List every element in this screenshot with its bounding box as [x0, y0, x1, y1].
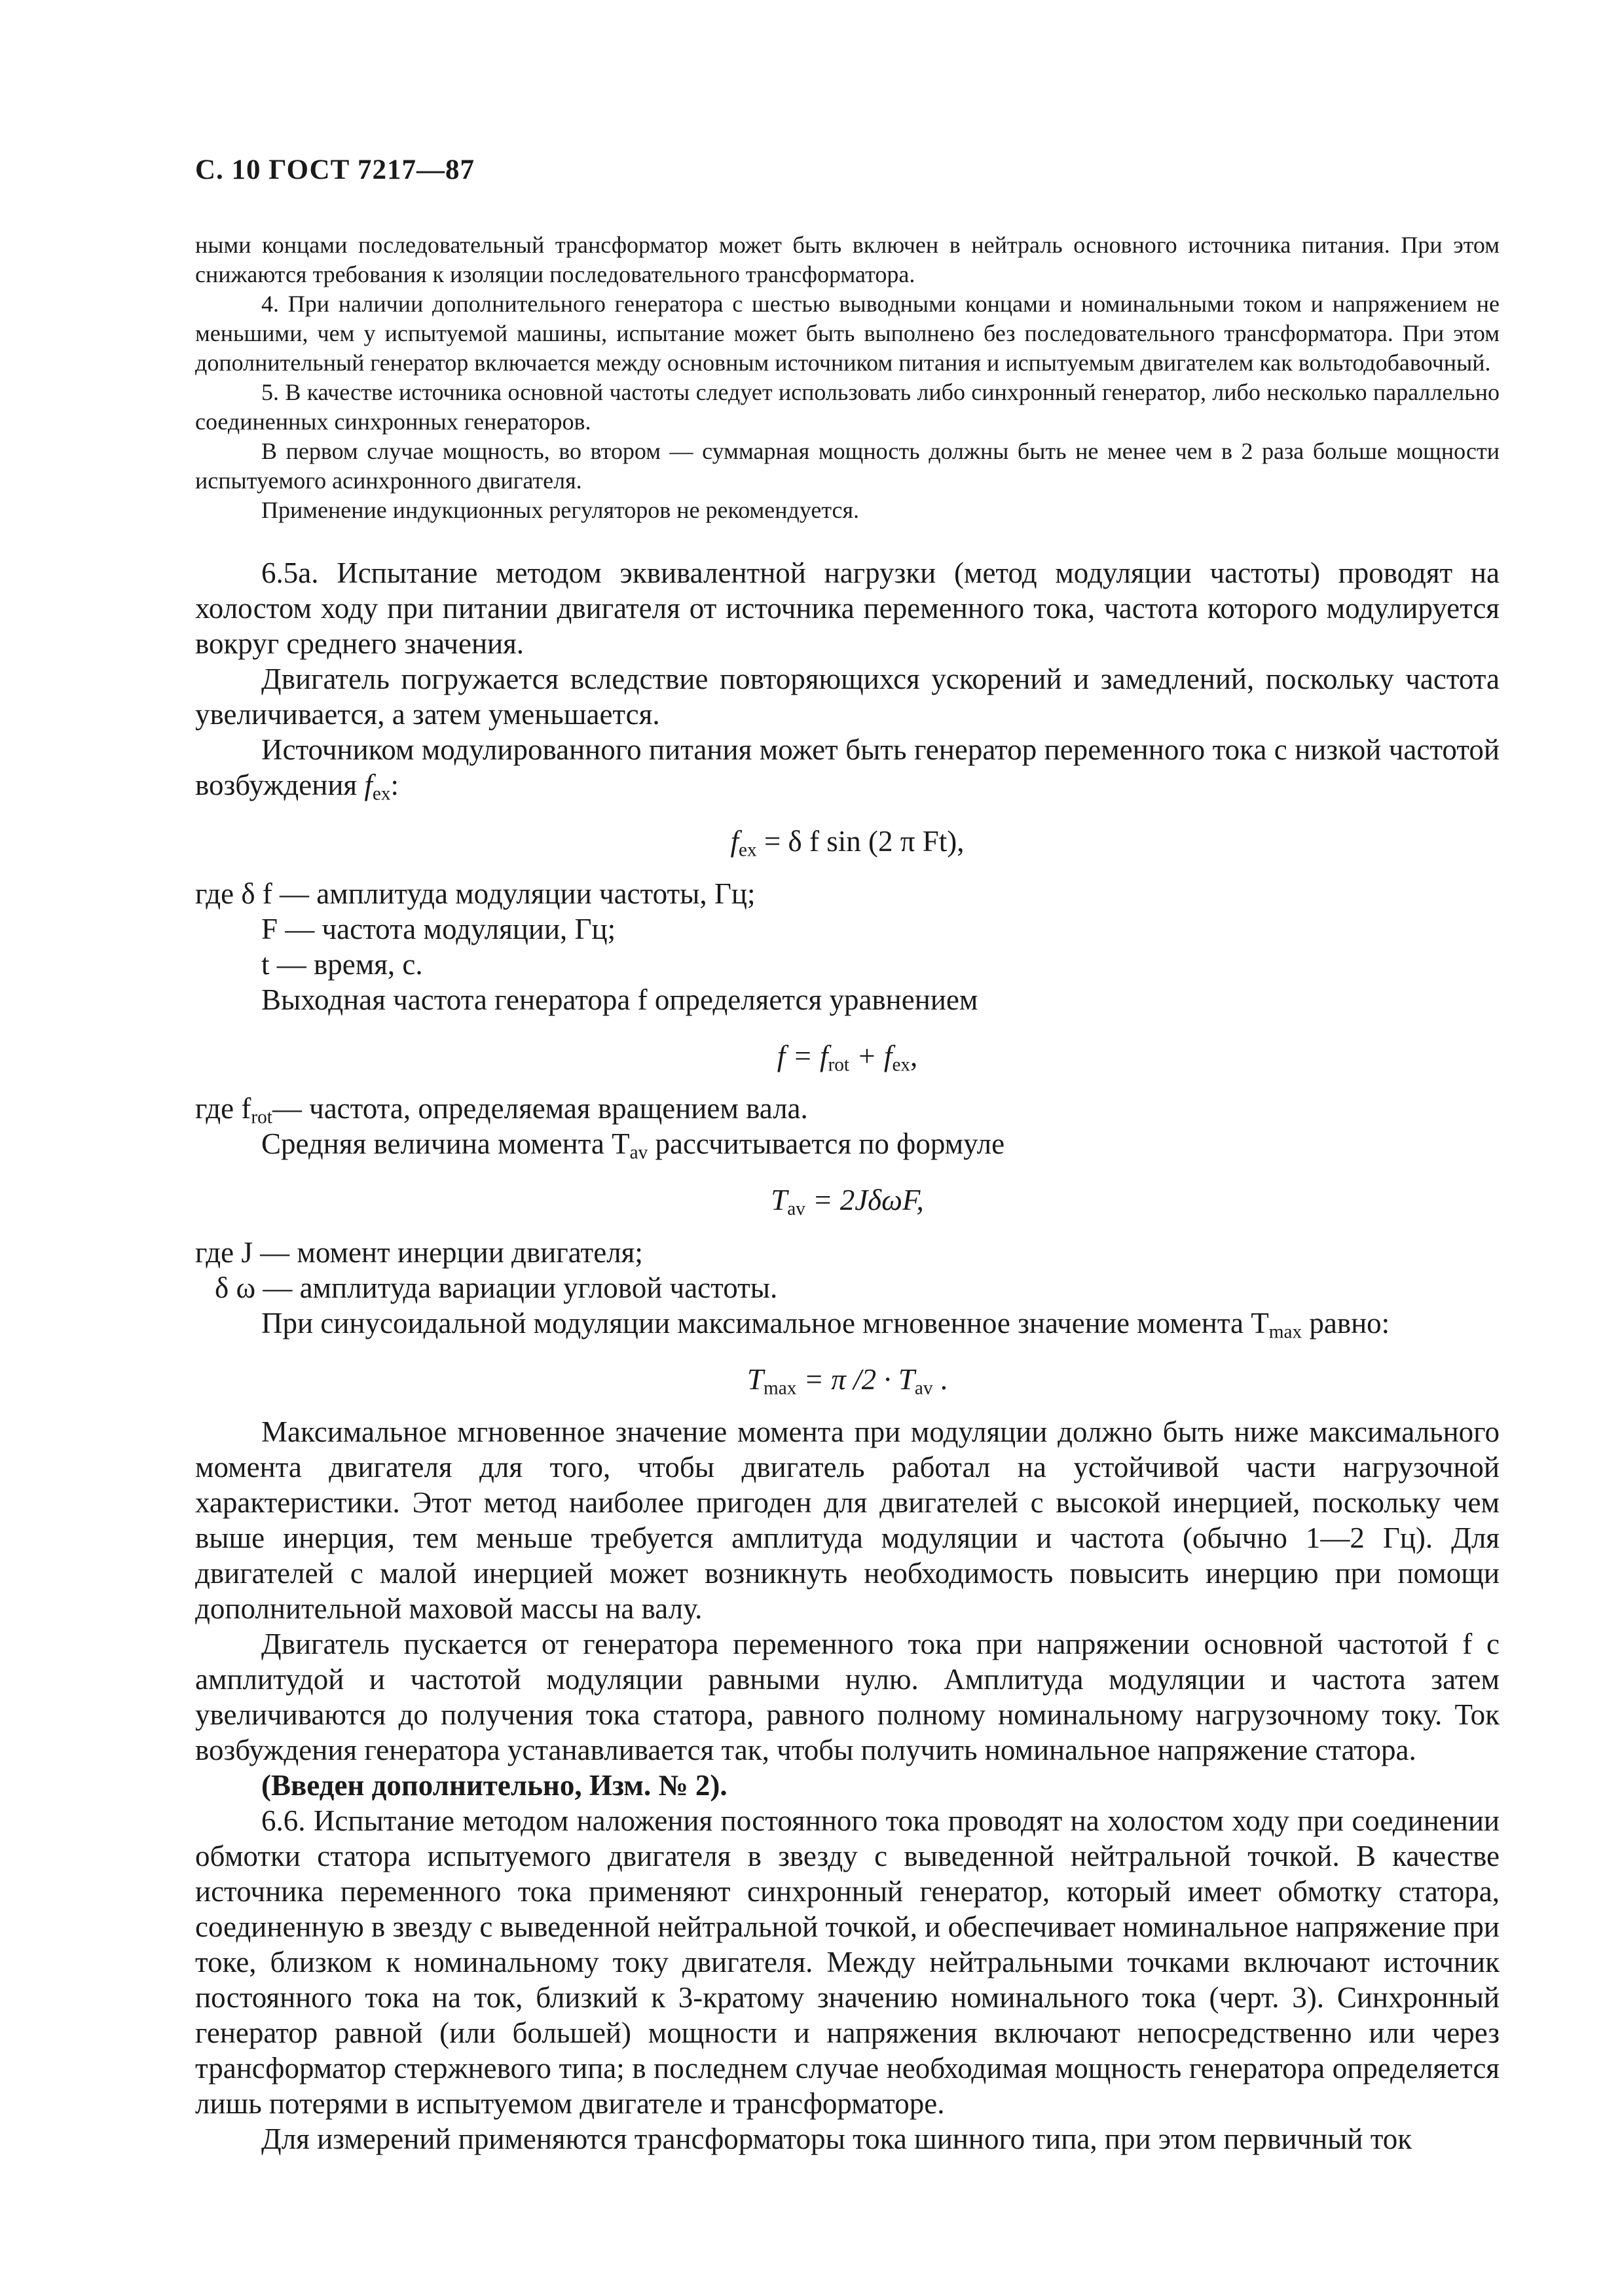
paragraph: ными концами последовательный трансформатор может быть включен в нейтраль основного источника питания. При этом снижаются требования к изоляции последовательного трансформатора. — [195, 232, 1500, 287]
formula-tav — [195, 1182, 1500, 1218]
paragraph: 5. В качестве источника основной частоты следует использовать либо синхронный генератор, либо несколько параллельно соединенных синхронных генераторов. — [195, 379, 1500, 435]
formula-part: = π /2 · T — [796, 1363, 915, 1396]
subscript: ex — [372, 783, 391, 805]
paragraph: 6.6. Испытание методом наложения постоянного тока проводят на холостом ходу при соединении обмотки статора испытуемого двигателя в звезду с выведенной нейтральной точкой. В качестве источника переменного тока применяют синхронный генератор, который имеет обмотку статора, соединенную в звезду с выведенной нейтральной точкой, и обеспечивает номинальное напряжение при токе, близком к номинальному току двигателя. Между нейтральными точками включают источник постоянного тока на ток, близкий к 3-кратому значению номинального тока (черт. 3). Синхронный генератор равной (или большей) мощности и напряжения включают непосредственно или через трансформатор стержневого типа; в последнем случае необходимая мощность генератора определяется лишь потерями в испытуемом двигателе и трансформаторе. — [195, 1804, 1500, 2120]
where-block-2 — [195, 1091, 1500, 1126]
formula-part: f = f — [777, 1040, 828, 1072]
paragraph-text: рассчитывается по формуле — [648, 1127, 1005, 1160]
formula-fex — [195, 824, 1500, 859]
paragraph — [195, 1305, 1500, 1341]
where-line: t — время, с. — [261, 948, 423, 981]
paragraph: В первом случае мощность, во втором — суммарная мощность должны быть не менее чем в 2 раза больше мощности испытуемого асинхронного двигателя. — [195, 438, 1500, 494]
formula-sub: av — [914, 1377, 933, 1399]
formula-part: = 2JδωF, — [805, 1184, 924, 1216]
paragraph: Двигатель пускается от генератора переменного тока при напряжении основной частотой f с амплитудой и частотой модуляции равными нулю. Амплитуда модуляции и частота затем увеличиваются до получения тока статора, равного полному номинальному нагрузочному току. Ток возбуждения генератора устанавливается так, чтобы получить номинальное напряжение статора. — [195, 1628, 1500, 1766]
formula-sub: ex — [892, 1054, 911, 1076]
paragraph-text: Средняя величина момента T — [261, 1127, 630, 1160]
paragraph-text: Источником модулированного питания может быть генератор переменного тока с низкой частотой возбуждения — [195, 733, 1500, 801]
symbol: f — [364, 769, 373, 801]
subscript: av — [629, 1142, 648, 1163]
paragraph: 4. При наличии дополнительного генератора с шестью выводными концами и номинальными током и напряжением не меньшими, чем у испытуемой машины, испытание может быть выполнено без последовательного трансформатора. При этом дополнительный генератор включается между основным источником питания и испытуемым двигателем как вольтодобавочный. — [195, 291, 1500, 376]
formula-part: T — [747, 1363, 764, 1396]
punct: : — [390, 769, 399, 801]
where-sub: rot — [251, 1106, 272, 1128]
formula-part: . — [932, 1363, 948, 1396]
formula-part: T — [771, 1184, 788, 1216]
paragraph — [195, 1126, 1500, 1161]
formula-part: = δ f sin (2 π Ft), — [756, 825, 965, 858]
amendment-text: (Введен дополнительно, Изм. № 2). — [261, 1769, 728, 1802]
formula-sub: rot — [828, 1054, 850, 1076]
amendment-note — [195, 1768, 1500, 1803]
where-line: F — частота модуляции, Гц; — [261, 913, 616, 945]
formula-tmax — [195, 1362, 1500, 1397]
paragraph: Для измерений применяются трансформаторы тока шинного типа, при этом первичный ток — [261, 2123, 1412, 2155]
paragraph: Двигатель погружается вследствие повторяющихся ускорений и замедлений, поскольку частота увеличивается, а затем уменьшается. — [195, 663, 1500, 731]
formula-sub: ex — [739, 839, 757, 861]
where-line: δ ω — амплитуда вариации угловой частоты. — [215, 1271, 778, 1304]
formula-part: , — [910, 1040, 918, 1072]
small-text-section — [195, 230, 1500, 525]
paragraph — [195, 732, 1500, 803]
formula-part: f — [730, 825, 739, 858]
paragraph-text: равно: — [1302, 1307, 1390, 1339]
paragraph-text: При синусоидальной модуляции максимальное мгновенное значение момента T — [261, 1307, 1269, 1339]
where-part: — частота, определяемая вращением вала. — [272, 1092, 808, 1125]
subscript: max — [1268, 1321, 1302, 1343]
section-6-6 — [195, 1803, 1500, 2157]
paragraph: 6.5а. Испытание методом эквивалентной нагрузки (метод модуляции частоты) проводят на холостом ходу при питании двигателя от источника переменного тока, частота которого модулируется вокруг среднего значения. — [195, 556, 1500, 660]
where-line — [195, 1091, 1500, 1126]
paragraph: Максимальное мгновенное значение момента при модуляции должно быть ниже максимального момента двигателя для того, чтобы двигатель работал на устойчивой части нагрузочной характеристики. Этот метод наиболее пригоден для двигателей с высокой инерцией, поскольку чем выше инерция, тем меньше требуется амплитуда модуляции и частота (обычно 1—2 Гц). Для двигателей с малой инерцией может возникнуть необходимость повысить инерцию при помощи дополнительной маховой массы на валу. — [195, 1415, 1500, 1625]
document-body — [195, 230, 1500, 2157]
formula-sub: av — [787, 1198, 805, 1220]
paragraph: Применение индукционных регуляторов не рекомендуется. — [261, 497, 860, 523]
where-line: где δ f — амплитуда модуляции частоты, Гц; — [195, 877, 756, 910]
paragraph: Выходная частота генератора f определяется уравнением — [261, 983, 978, 1016]
section-6-5a — [195, 555, 1500, 1803]
formula-f — [195, 1038, 1500, 1074]
where-line: где J — момент инерции двигателя; — [195, 1236, 643, 1269]
formula-sub: max — [764, 1377, 797, 1399]
page-header: С. 10 ГОСТ 7217—87 — [195, 155, 475, 185]
where-part: где f — [195, 1092, 251, 1125]
formula-part: + f — [849, 1040, 893, 1072]
where-block-1 — [195, 876, 1500, 982]
where-block-3 — [195, 1235, 1500, 1305]
